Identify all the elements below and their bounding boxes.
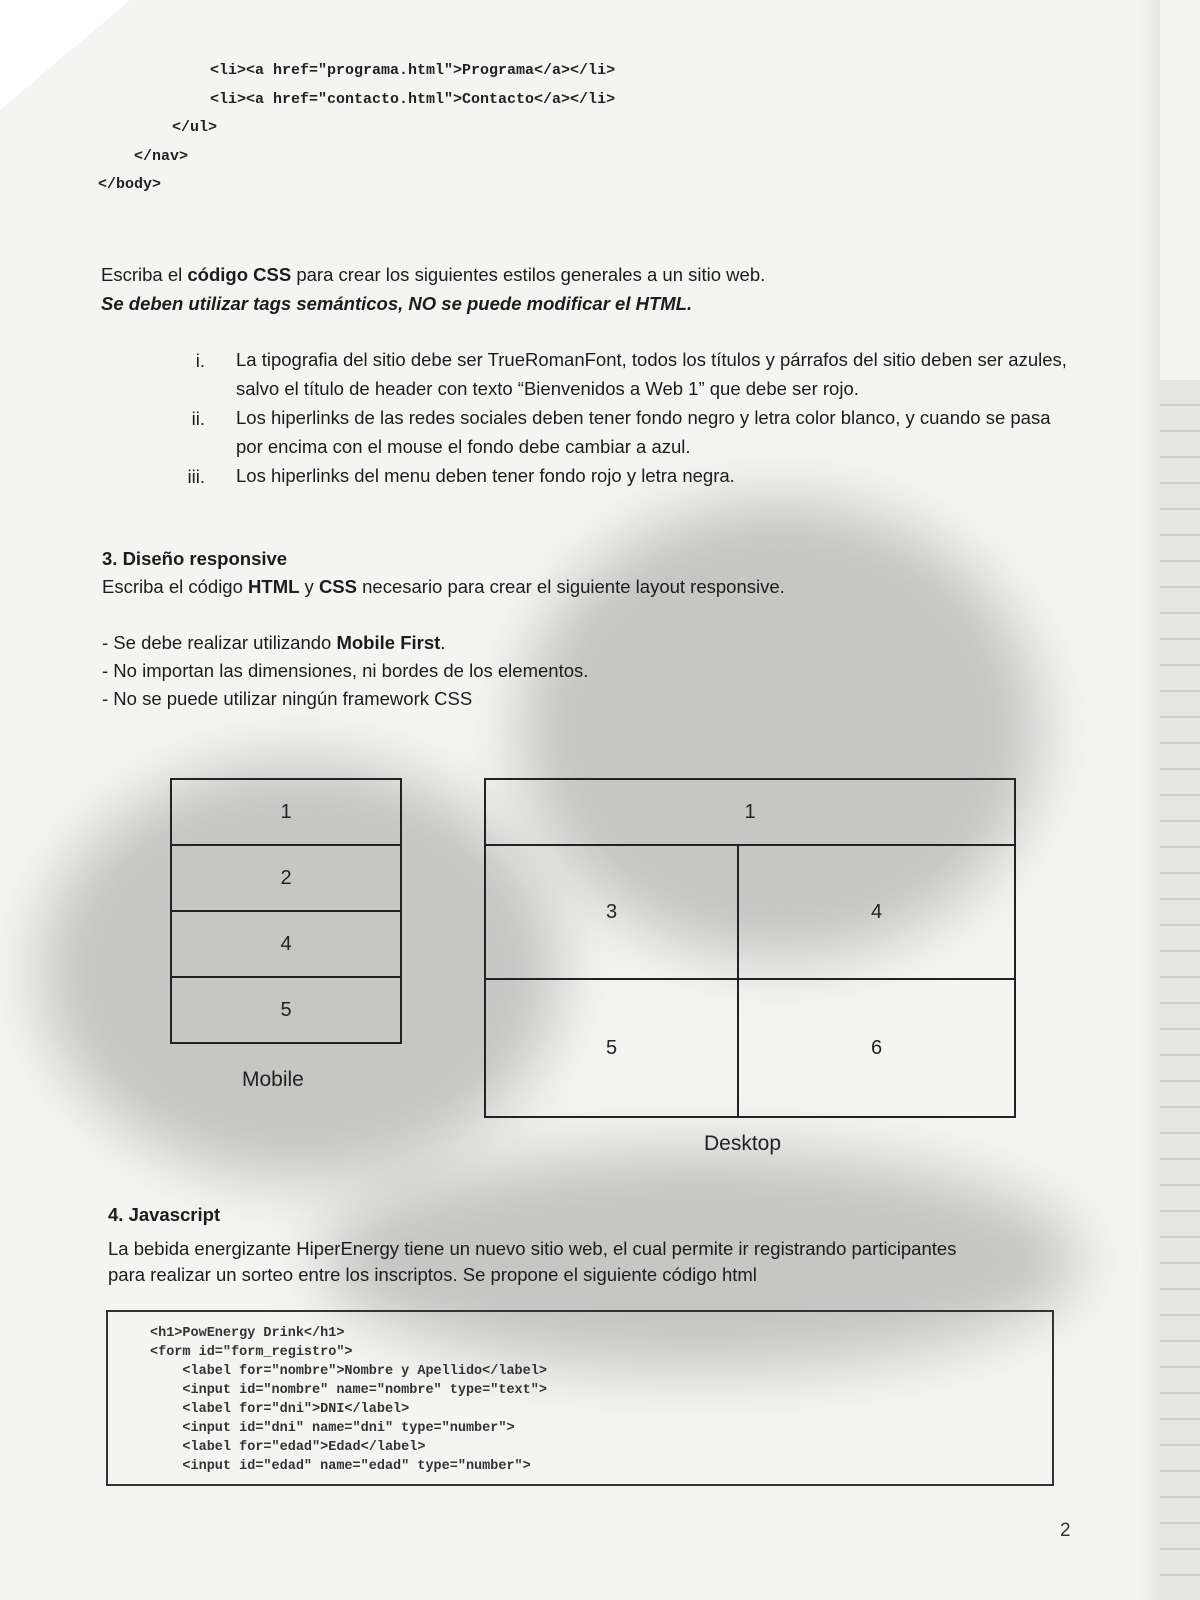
folded-corner <box>0 0 130 110</box>
code-line: <label for="dni">DNI</label> <box>150 1402 410 1417</box>
item-number: ii. <box>191 408 205 429</box>
layout-cell: 3 <box>484 844 739 980</box>
section-heading-javascript: 4. Javascript <box>108 1204 221 1225</box>
layout-cell: 4 <box>737 844 1016 980</box>
section-heading-responsive: 3. Diseño responsive <box>102 548 288 569</box>
item-text: Los hiperlinks del menu deben tener fondo rojo y letra negra. <box>236 465 735 486</box>
layout-cell: 6 <box>737 978 1016 1118</box>
layout-cell: 2 <box>170 844 402 912</box>
code-line: <li><a href="contacto.html">Contacto</a></li> <box>210 91 616 108</box>
code-line: <li><a href="programa.html">Programa</a></li> <box>210 62 616 79</box>
js-text: La bebida energizante HiperEnergy tiene un nuevo sitio web, el cual permite ir registrando participantes <box>108 1238 957 1259</box>
css-rule: Se deben utilizar tags semánticos, NO se puede modificar el HTML. <box>101 293 693 314</box>
layout-cell: 1 <box>484 778 1016 846</box>
mobile-caption: Mobile <box>242 1068 304 1091</box>
code-line: </ul> <box>172 119 218 136</box>
code-line: <input id="nombre" name="nombre" type="text"> <box>150 1383 547 1398</box>
css-intro: Escriba el código CSS para crear los siguientes estilos generales a un sitio web. <box>101 264 766 285</box>
item-text: La tipografia del sitio debe ser TrueRomanFont, todos los títulos y párrafos del sitio deben ser azules, salvo el título de header con texto “Bienvenidos a Web 1” que debe ser rojo. <box>236 349 1067 399</box>
item-text: Los hiperlinks de las redes sociales deben tener fondo negro y letra color blanco, y cuando se pasa por encima con el mouse el fondo debe cambiar a azul. <box>236 407 1051 457</box>
underlying-grid-paper <box>1160 380 1200 1600</box>
responsive-intro: Escriba el código HTML y CSS necesario para crear el siguiente layout responsive. <box>102 576 785 597</box>
layout-cell: 5 <box>484 978 739 1118</box>
bullet: - No importan las dimensiones, ni bordes de los elementos. <box>102 660 589 681</box>
item-number: i. <box>195 350 205 371</box>
page-number: 2 <box>1060 1520 1071 1541</box>
code-line: <label for="edad">Edad</label> <box>150 1440 426 1455</box>
bullet: - No se puede utilizar ningún framework CSS <box>102 688 473 709</box>
code-line: <input id="dni" name="dni" type="number"> <box>150 1421 515 1436</box>
js-text: para realizar un sorteo entre los inscriptos. Se propone el siguiente código html <box>108 1264 757 1285</box>
code-line: </body> <box>98 176 162 193</box>
code-line: <h1>PowEnergy Drink</h1> <box>150 1326 345 1341</box>
code-line: </nav> <box>134 148 189 165</box>
code-box <box>106 1310 1054 1486</box>
bullet: - Se debe realizar utilizando Mobile First. <box>102 632 446 653</box>
layout-cell: 5 <box>170 976 402 1044</box>
item-number: iii. <box>187 466 205 487</box>
code-line: <form id="form_registro"> <box>150 1345 353 1360</box>
layout-cell: 4 <box>170 910 402 978</box>
desktop-caption: Desktop <box>704 1132 782 1155</box>
layout-cell: 1 <box>170 778 402 846</box>
code-line: <label for="nombre">Nombre y Apellido</label> <box>150 1364 547 1379</box>
code-line: <input id="edad" name="edad" type="number"> <box>150 1459 531 1474</box>
